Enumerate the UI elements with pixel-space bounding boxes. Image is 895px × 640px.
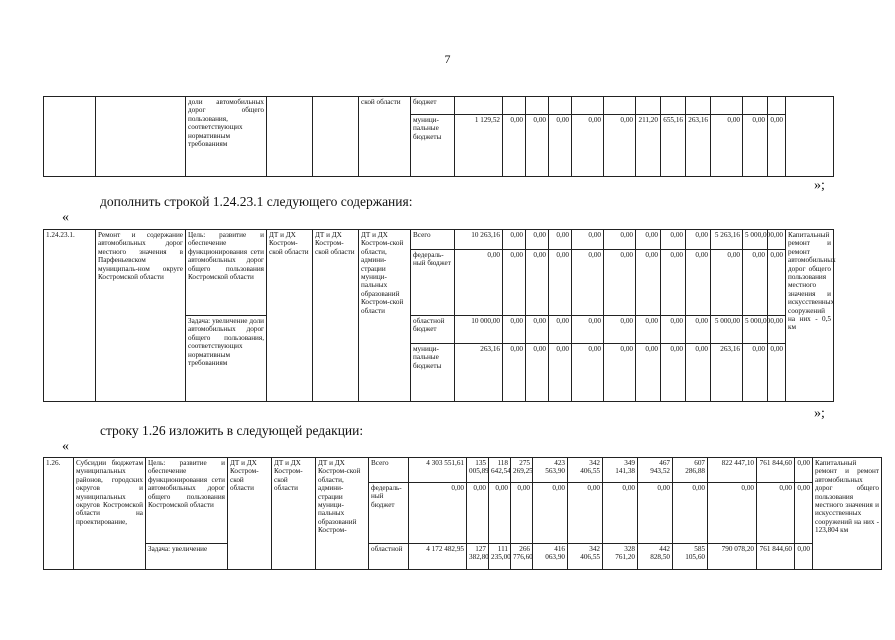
page-number: 7 [444,52,451,66]
row-number: 1.24.23.1. [44,230,96,402]
value-cell: 0,00 [533,483,568,544]
row-label: Всего [369,458,409,483]
value-cell: 0,00 [526,250,549,316]
value-cell: 0,00 [638,483,673,544]
value-cell: 0,00 [686,344,711,402]
value-cell: 0,00 [636,344,661,402]
value-cell: 0,00 [604,344,636,402]
cell-num [44,97,96,177]
value-cell: 0,00 [568,483,603,544]
result-text: Капитальный ремонт и ремонт автомобильных дорог общего пользования местного значения и искусственных сооружений на них - 0,5 км [786,230,834,402]
opening-quote: « [62,439,69,454]
value-cell: 211,20 [636,115,661,177]
row-label: федераль-ный бюджет [369,483,409,544]
value-cell: 0,00 [768,316,786,344]
value-cell: 10 000,00 [455,316,503,344]
value-cell: 0,00 [511,483,533,544]
value-cell: 5 263,16 [711,230,743,250]
value-cell: 0,00 [503,316,526,344]
value-cell: 0,00 [743,344,768,402]
value-cell: 0,00 [604,250,636,316]
value-cell: 467 943,52 [638,458,673,483]
value-cell: 1 129,52 [455,115,503,177]
value-cell: 423 563,90 [533,458,568,483]
cell-goal: доли автомобильных дорог общего пользования, соответствующих нормативным требованиям [186,97,267,177]
value-cell: 263,16 [686,115,711,177]
value-cell: 790 078,20 [708,544,757,570]
value-cell: 0,00 [549,115,572,177]
cell-result [786,97,834,177]
row-label: областной [369,544,409,570]
table-row-1-24-23-1 [43,229,834,402]
value-cell: 127 382,80 [467,544,489,570]
top-table [43,96,834,177]
value-cell: 0,00 [409,483,467,544]
value-cell: 0,00 [572,250,604,316]
executor-b: ДТ и ДХ Костром-ской области [313,230,359,402]
row-name: Субсидии бюджетам муниципальных районов, городских округов и муниципальных округов Костромской области на проектирование, [74,458,146,570]
value-cell: 118 642,54 [489,458,511,483]
value-cell: 0,00 [503,344,526,402]
value-cell: 761 844,60 [757,458,795,483]
row-label: муници-пальные бюджеты [411,115,455,177]
value-cell: 0,00 [526,344,549,402]
value-cell: 0,00 [711,115,743,177]
value-cell: 0,00 [604,115,636,177]
value-cell: 0,00 [604,316,636,344]
value-cell: 4 303 551,61 [409,458,467,483]
value-cell: 0,00 [526,316,549,344]
value-cell: 0,00 [661,230,686,250]
value-cell: 0,00 [795,483,813,544]
value-cell: 0,00 [636,230,661,250]
value-cell: 0,00 [673,483,708,544]
row-label: бюджет [411,97,455,115]
cell-col-b [313,97,359,177]
cell-exec: ской области [359,97,411,177]
value-cell: 0,00 [572,115,604,177]
value-cell: 0,00 [757,483,795,544]
value-cell: 349 141,38 [603,458,638,483]
paragraph-add-row: дополнить строкой 1.24.23.1 следующего содержания: [100,194,413,209]
value-cell: 822 447,10 [708,458,757,483]
value-cell: 0,00 [708,483,757,544]
row-label: федераль-ный бюджет [411,250,455,316]
value-cell: 10 263,16 [455,230,503,250]
value-cell: 607 286,88 [673,458,708,483]
executor-c: ДТ и ДХ Костром-ской области, админи-страции муници-пальных образований Костром- [316,458,369,570]
value-cell: 0,00 [636,316,661,344]
value-cell: 0,00 [768,250,786,316]
value-cell: 0,00 [603,483,638,544]
value-cell: 342 406,55 [568,544,603,570]
value-cell: 5 000,00 [711,316,743,344]
value-cell: 0,00 [467,483,489,544]
executor-b: ДТ и ДХ Костром-ской области [272,458,316,570]
closing-quote: »; [814,406,825,421]
value-cell: 275 269,25 [511,458,533,483]
paragraph-replace-row: строку 1.26 изложить в следующей редакции: [100,423,364,438]
value-cell: 0,00 [549,230,572,250]
value-cell: 0,00 [455,250,503,316]
value-cell: 0,00 [503,115,526,177]
value-cell: 0,00 [711,250,743,316]
executor-a: ДТ и ДХ Костром-ской области [267,230,313,402]
cell-col-a [267,97,313,177]
task-text: Задача: увеличение доли автомобильных дорог общего пользования, соответствующих нормативным требованиям [186,316,267,402]
table-row-1-26 [43,457,882,570]
value-cell: 0,00 [549,250,572,316]
value-cell: 111 235,00 [489,544,511,570]
value-cell: 5 000,00 [743,230,768,250]
value-cell: 135 005,89 [467,458,489,483]
value-cell: 761 844,60 [757,544,795,570]
value-cell: 0,00 [768,344,786,402]
goal-text: Цель: развитие и обеспечение функционирования сети автомобильных дорог общего пользования Костромской области [186,230,267,316]
value-cell: 442 828,50 [638,544,673,570]
value-cell: 0,00 [572,316,604,344]
value-cell: 0,00 [604,230,636,250]
executor-a: ДТ и ДХ Костром-ской области [228,458,272,570]
closing-quote: »; [814,178,825,193]
row-label: областной бюджет [411,316,455,344]
row-label: муници-пальные бюджеты [411,344,455,402]
value-cell: 416 063,90 [533,544,568,570]
value-cell: 266 776,60 [511,544,533,570]
task-text: Задача: увеличение [146,544,228,570]
value-cell: 585 105,60 [673,544,708,570]
value-cell: 5 000,00 [743,316,768,344]
opening-quote: « [62,210,69,225]
value-cell: 0,00 [636,250,661,316]
value-cell: 0,00 [503,230,526,250]
goal-text: Цель: развитие и обеспечение функционирования сети автомобильных дорог общего пользования Костромской области [146,458,228,544]
value-cell: 4 172 482,95 [409,544,467,570]
value-cell: 0,00 [795,458,813,483]
value-cell: 0,00 [572,230,604,250]
result-text: Капитальный ремонт и ремонт автомобильных дорог общего пользования местного значения и искусственных сооружений на них - 123,804 км [813,458,882,570]
value-cell: 0,00 [549,344,572,402]
value-cell: 0,00 [549,316,572,344]
value-cell: 0,00 [686,250,711,316]
value-cell: 263,16 [711,344,743,402]
value-cell: 0,00 [743,115,768,177]
value-cell: 0,00 [768,115,786,177]
value-cell: 0,00 [661,316,686,344]
value-cell: 655,16 [661,115,686,177]
value-cell: 0,00 [661,344,686,402]
value-cell: 0,00 [526,115,549,177]
value-cell: 0,00 [572,344,604,402]
row-name: Ремонт и содержание автомобильных дорог местного значения в Парфеньевском муниципаль-ном округе Костромской области [96,230,186,402]
value-cell: 0,00 [768,230,786,250]
value-cell: 0,00 [743,250,768,316]
row-number: 1.26. [44,458,74,570]
value-cell: 263,16 [455,344,503,402]
value-cell: 0,00 [526,230,549,250]
cell-name [96,97,186,177]
executor-c: ДТ и ДХ Костром-ской области, админи-страции муници-пальных образований Костром-ской области [359,230,411,402]
value-cell: 0,00 [661,250,686,316]
value-cell: 342 406,55 [568,458,603,483]
value-cell: 0,00 [686,230,711,250]
value-cell: 328 761,20 [603,544,638,570]
value-cell: 0,00 [489,483,511,544]
value-cell: 0,00 [503,250,526,316]
row-label: Всего [411,230,455,250]
value-cell: 0,00 [795,544,813,570]
value-cell: 0,00 [686,316,711,344]
